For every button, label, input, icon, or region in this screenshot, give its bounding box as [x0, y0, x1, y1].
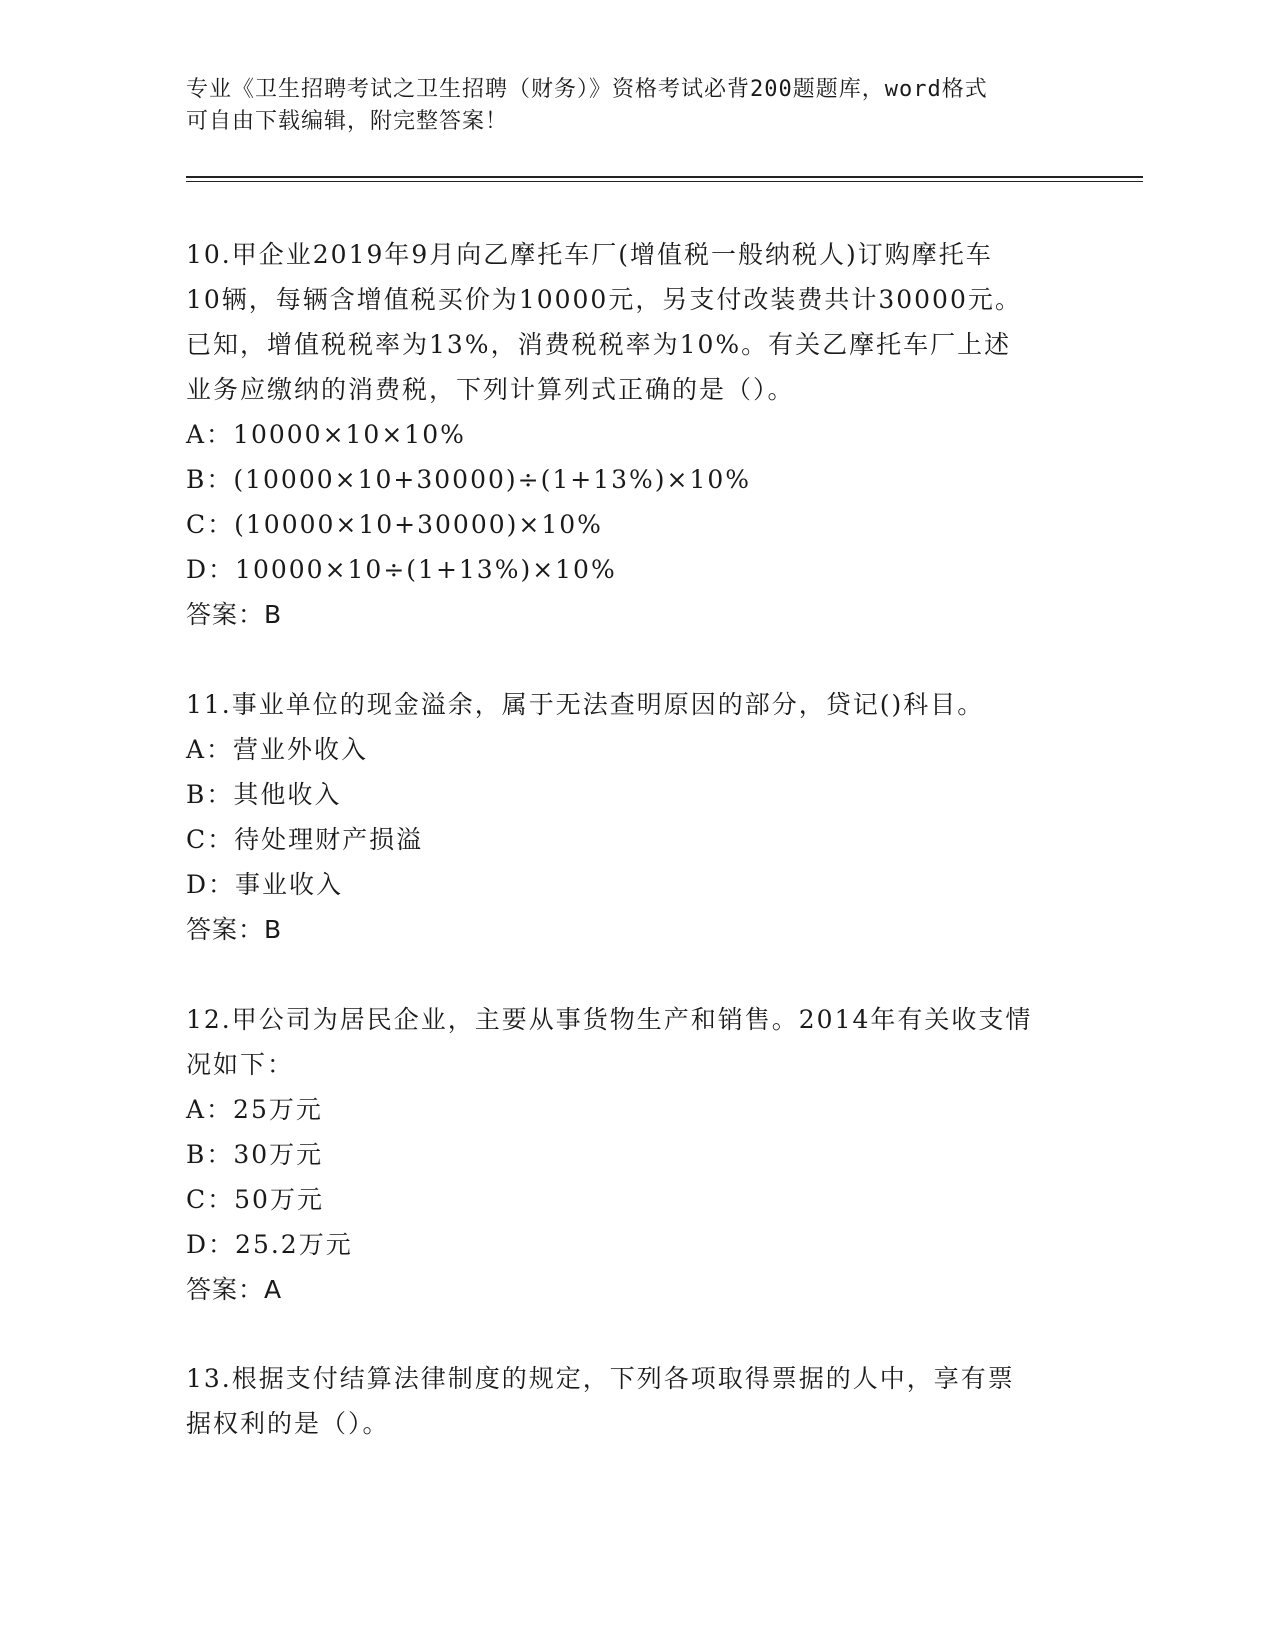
option-a: A：25万元	[186, 1095, 323, 1124]
option-c: C：(10000×10+30000)×10%	[186, 510, 603, 539]
question-stem-line: 已知，增值税税率为13%，消费税税率为10%。有关乙摩托车厂上述	[186, 330, 1012, 359]
answer-line: 答案：A	[186, 1275, 283, 1304]
option-a: A：10000×10×10%	[186, 420, 466, 449]
answer-line: 答案：B	[186, 915, 283, 944]
question-stem-line: 11.事业单位的现金溢余，属于无法查明原因的部分，贷记()科目。	[186, 690, 985, 719]
option-d: D：10000×10÷(1+13%)×10%	[186, 555, 617, 584]
question-11	[186, 682, 1086, 952]
header-line-1: 专业《卫生招聘考试之卫生招聘（财务）》资格考试必背200题题库，word格式	[186, 77, 988, 102]
question-12	[186, 997, 1086, 1312]
question-10	[186, 232, 1086, 637]
header-divider-thin	[186, 181, 1143, 182]
option-c: C：待处理财产损溢	[186, 825, 424, 854]
question-stem-line: 业务应缴纳的消费税，下列计算列式正确的是（）。	[186, 375, 795, 404]
question-stem-line: 13.根据支付结算法律制度的规定，下列各项取得票据的人中，享有票	[186, 1364, 1015, 1393]
document-header	[186, 74, 1066, 138]
option-d: D：事业收入	[186, 870, 344, 899]
question-stem-line: 10辆，每辆含增值税买价为10000元，另支付改装费共计30000元。	[186, 285, 1022, 314]
option-b: B：(10000×10+30000)÷(1+13%)×10%	[186, 465, 752, 494]
option-b: B：其他收入	[186, 780, 342, 809]
question-13	[186, 1356, 1086, 1446]
option-c: C：50万元	[186, 1185, 324, 1214]
header-line-2: 可自由下载编辑，附完整答案！	[186, 109, 509, 134]
question-stem-line: 12.甲公司为居民企业，主要从事货物生产和销售。2014年有关收支情	[186, 1005, 1033, 1034]
answer-line: 答案：B	[186, 600, 283, 629]
option-d: D：25.2万元	[186, 1230, 353, 1259]
question-stem-line: 况如下：	[186, 1050, 295, 1079]
question-stem-line: 据权利的是（）。	[186, 1409, 390, 1438]
question-stem-line: 10.甲企业2019年9月向乙摩托车厂(增值税一般纳税人)订购摩托车	[186, 240, 993, 269]
option-b: B：30万元	[186, 1140, 324, 1169]
option-a: A：营业外收入	[186, 735, 369, 764]
header-divider-thick	[186, 176, 1143, 178]
